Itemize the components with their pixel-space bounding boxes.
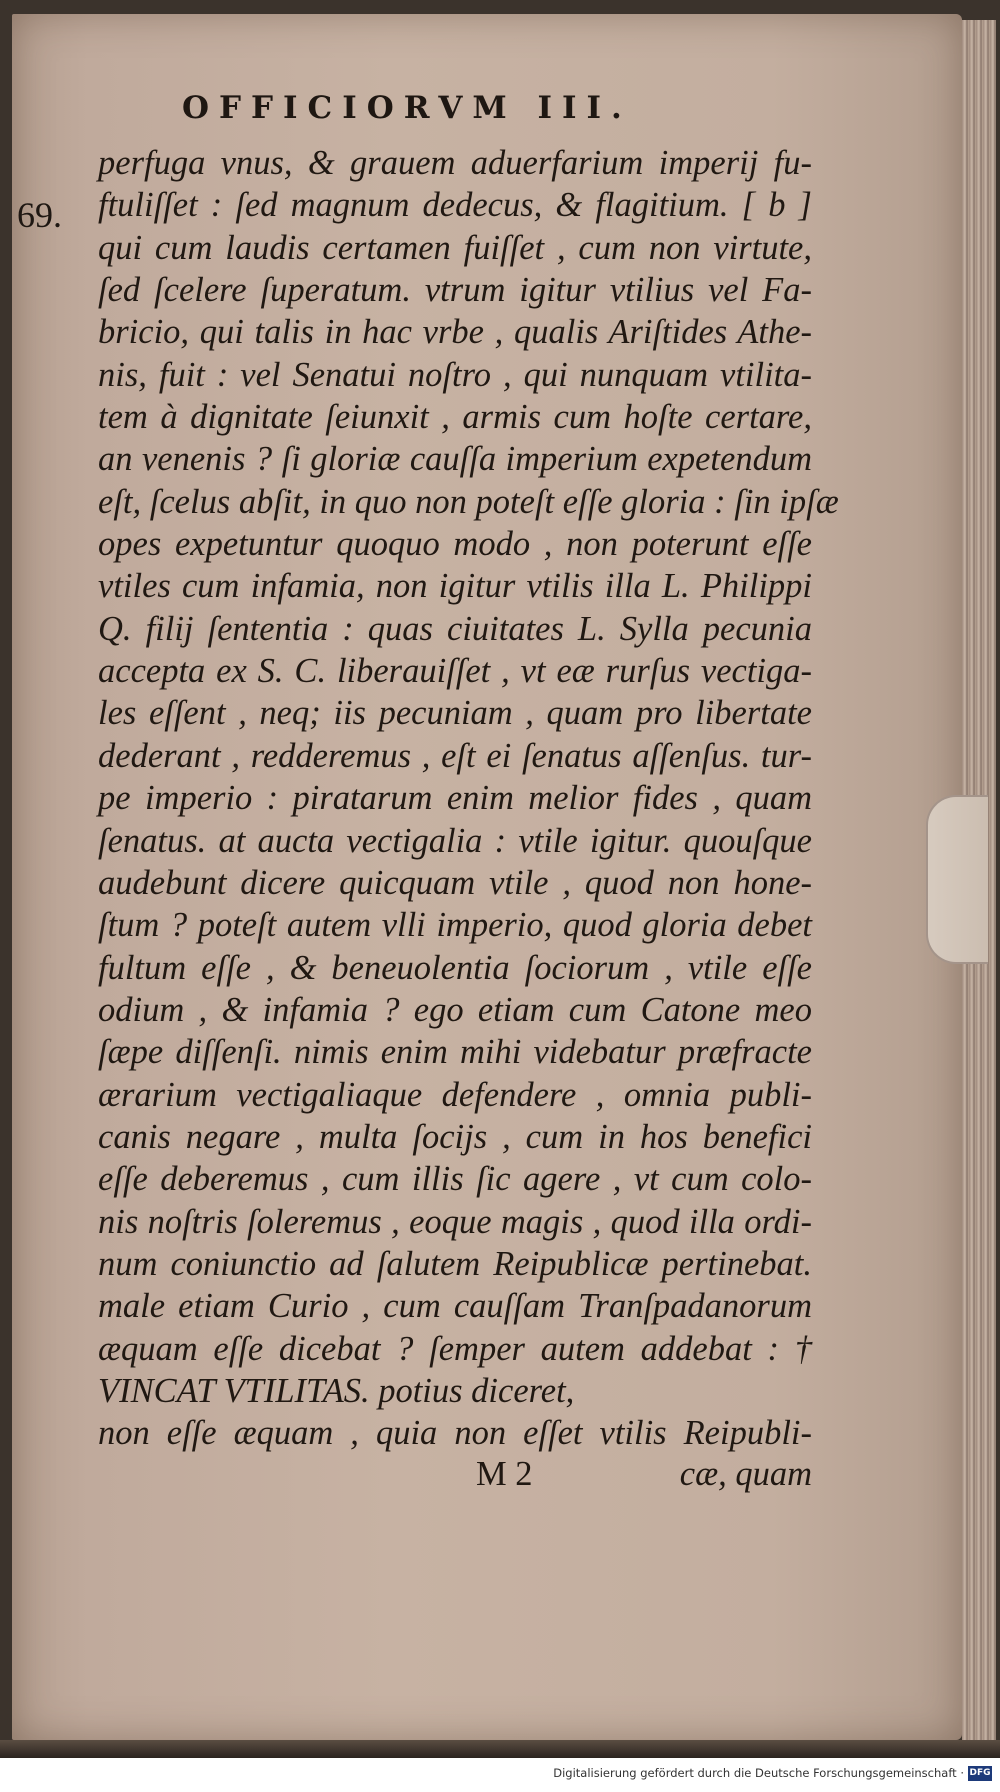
text-line: accepta ex S. C. liberauiſſet , vt eæ rurſus vectiga-: [98, 652, 812, 691]
text-line: an venenis ? ſi gloriæ cauſſa imperium expetendum: [98, 440, 812, 479]
text-line: dederant , redderemus , eſt ei ſenatus aſſenſus. tur-: [98, 736, 812, 775]
text-line: male etiam Curio , cum cauſſam Tranſpadanorum: [98, 1287, 812, 1326]
text-line: tem à dignitate ſeiunxit , armis cum hoſte certare,: [98, 398, 812, 437]
text-line: æquam eſſe dicebat ? ſemper autem addebat : †: [98, 1329, 812, 1368]
running-head: OFFICIORVM III.: [182, 90, 632, 126]
bookmark-ribbon: [926, 795, 988, 964]
text-line: canis negare , multa ſocijs , cum in hos benefici: [98, 1117, 812, 1156]
book-bottom-edge: [0, 1740, 1000, 1758]
text-line: ftuliſſet : ſed magnum dedecus, & flagitium. [ b ]: [98, 186, 812, 225]
dfg-logo: DFG: [968, 1766, 992, 1781]
catchword: cæ, quam: [679, 1455, 812, 1493]
text-line: opes expetuntur quoquo modo , non poterunt eſſe: [98, 525, 812, 564]
body-text: [98, 142, 839, 1455]
credit-bar: [0, 1758, 1000, 1792]
text-line: eſſe deberemus , cum illis ſic agere , vt cum colo-: [98, 1160, 812, 1199]
text-line: pe imperio : piratarum enim melior fides , quam: [98, 779, 812, 818]
text-line: VINCAT VTILITAS. potius diceret,: [98, 1371, 575, 1410]
text-line: qui cum laudis certamen fuiſſet , cum non virtute,: [98, 228, 812, 267]
text-line: ſed ſcelere ſuperatum. vtrum igitur vtilius vel Fa-: [98, 271, 812, 310]
text-line: les eſſent , neq; iis pecuniam , quam pro libertate: [98, 694, 812, 733]
text-line: vtiles cum infamia, non igitur vtilis illa L. Philippi: [98, 567, 812, 606]
text-line: nis noſtris ſoleremus , eoque magis , quod illa ordi-: [98, 1202, 812, 1241]
margin-section-number: 69.: [17, 195, 62, 235]
text-line: non eſſe æquam , quia non eſſet vtilis Reipubli-: [98, 1414, 812, 1453]
page-footer: [98, 1455, 812, 1499]
text-line: num coniunctio ad ſalutem Reipublicæ pertinebat.: [98, 1244, 812, 1283]
text-line: ſæpe diſſenſi. nimis enim mihi videbatur præfracte: [98, 1033, 812, 1072]
text-line: audebunt dicere quicquam vtile , quod non hone-: [98, 863, 812, 902]
text-line: fultum eſſe , & beneuolentia ſociorum , vtile eſſe: [98, 948, 812, 987]
signature-mark: M 2: [476, 1455, 533, 1493]
text-line: ſenatus. at aucta vectigalia : vtile igitur. quouſque: [98, 821, 812, 860]
text-line: perfuga vnus, & grauem aduerfarium imperij fu-: [98, 144, 812, 182]
text-line: Q. filij ſententia : quas ciuitates L. Sylla pecunia: [98, 609, 812, 648]
text-line: ærarium vectigaliaque defendere , omnia publi-: [98, 1075, 812, 1114]
book-page: [12, 14, 962, 1740]
funding-credit: Digitalisierung gefördert durch die Deutsche Forschungsgemeinschaft ·: [553, 1766, 964, 1780]
text-line: odium , & infamia ? ego etiam cum Catone meo: [98, 990, 812, 1029]
text-line: ſtum ? poteſt autem vlli imperio, quod gloria debet: [98, 906, 812, 945]
text-line: eſt, ſcelus abſit, in quo non poteſt eſſe gloria : ſin ipſæ: [98, 482, 839, 521]
text-line: nis, fuit : vel Senatui noſtro , qui nunquam vtilita-: [98, 355, 812, 394]
text-line: bricio, qui talis in hac vrbe , qualis Ariſtides Athe-: [98, 313, 812, 352]
